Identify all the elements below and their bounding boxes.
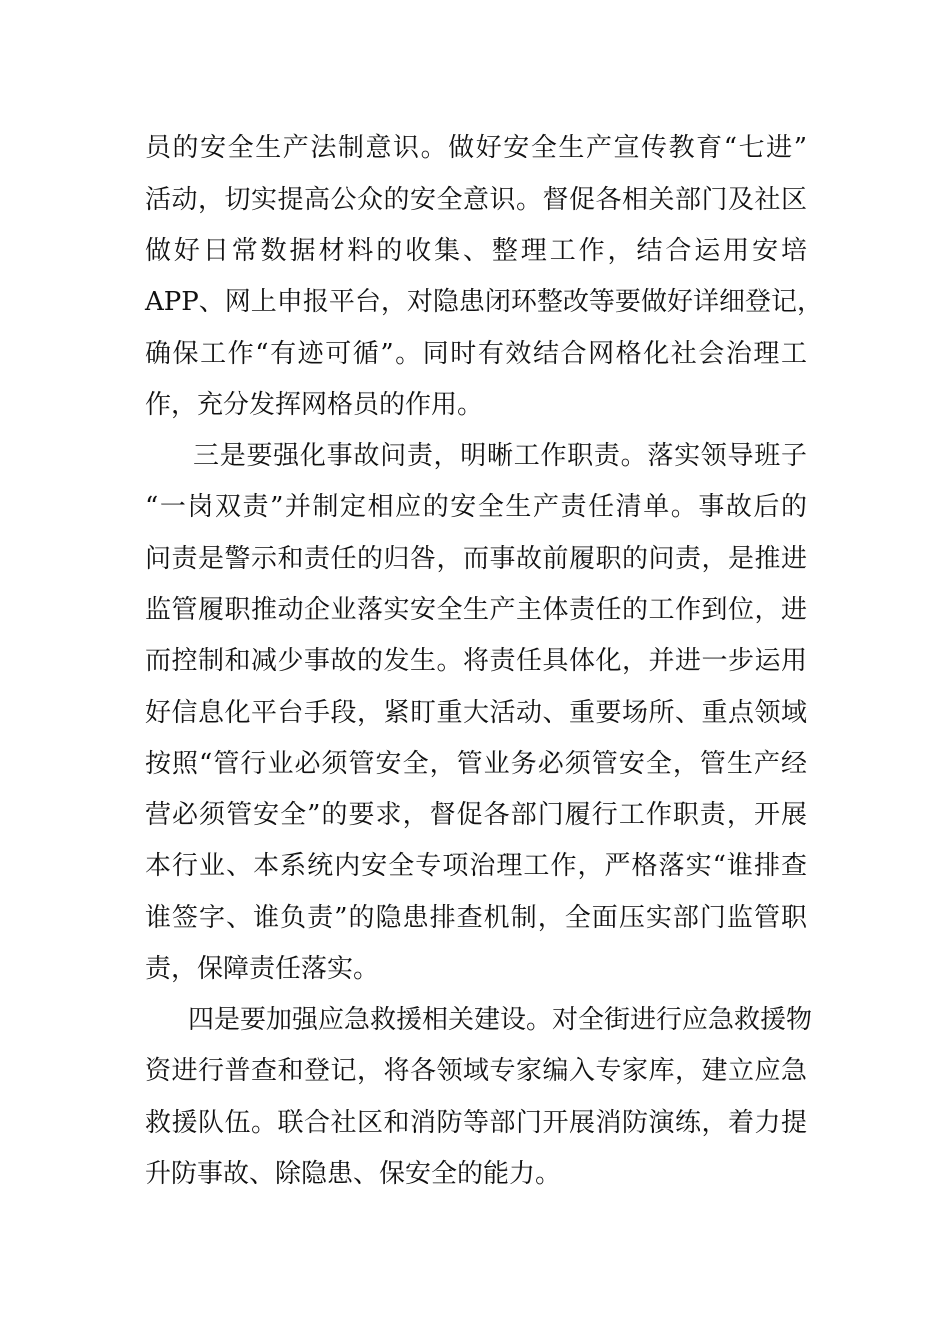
- paragraph-start-line: 四是要加强应急救援相关建设。对全街进行应急救援物: [188, 1005, 813, 1035]
- text-line: 资进行普查和登记，将各领域专家编入专家库，建立应急: [145, 1056, 807, 1086]
- text-line: APP、网上申报平台，对隐患闭环整改等要做好详细登记，: [145, 287, 823, 317]
- text-line: 责，保障责任落实。: [145, 954, 380, 984]
- text-line: 做好日常数据材料的收集、整理工作，结合运用安培: [145, 236, 807, 266]
- text-line: 营必须管安全”的要求，督促各部门履行工作职责，开展: [145, 800, 807, 830]
- text-line: 谁签字、谁负责”的隐患排查机制，全面压实部门监管职: [145, 903, 807, 933]
- text-line: 本行业、本系统内安全专项治理工作，严格落实“谁排查: [145, 851, 807, 881]
- text-line: 而控制和减少事故的发生。将责任具体化，并进一步运用: [145, 646, 807, 676]
- text-line: 好信息化平台手段，紧盯重大活动、重要场所、重点领域: [145, 698, 807, 728]
- text-line: 救援队伍。联合社区和消防等部门开展消防演练，着力提: [145, 1108, 807, 1138]
- text-line: 按照“管行业必须管安全，管业务必须管安全，管生产经: [145, 749, 807, 779]
- paragraph-start-line: 三是要强化事故问责，明晰工作职责。落实领导班子: [193, 441, 807, 471]
- text-line: 作，充分发挥网格员的作用。: [145, 390, 484, 420]
- text-line: 问责是警示和责任的归咎，而事故前履职的问责，是推进: [145, 544, 807, 574]
- text-line: “一岗双责”并制定相应的安全生产责任清单。事故后的: [145, 492, 807, 522]
- text-line: 升防事故、除隐患、保安全的能力。: [145, 1159, 562, 1189]
- text-line: 员的安全生产法制意识。做好安全生产宣传教育“七进”: [145, 133, 807, 163]
- text-line: 监管履职推动企业落实安全生产主体责任的工作到位，进: [145, 595, 807, 625]
- text-line: 活动，切实提高公众的安全意识。督促各相关部门及社区: [145, 185, 807, 215]
- text-line: 确保工作“有迹可循”。同时有效结合网格化社会治理工: [145, 339, 807, 369]
